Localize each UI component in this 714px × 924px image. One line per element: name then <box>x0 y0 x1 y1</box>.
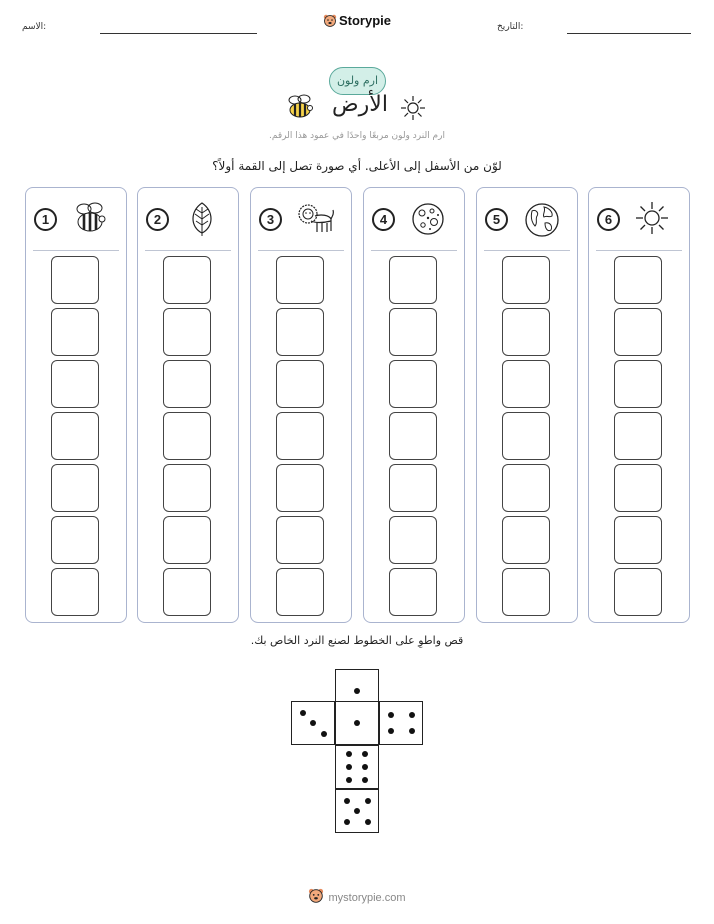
column-3 <box>250 187 352 623</box>
sun-icon <box>400 95 426 125</box>
column-4 <box>363 187 465 623</box>
column-number: 2 <box>146 208 169 231</box>
color-square[interactable] <box>51 360 99 408</box>
die-pip <box>409 712 415 718</box>
lion-icon <box>297 201 335 241</box>
name-label: الاسم: <box>22 22 47 32</box>
color-square[interactable] <box>614 256 662 304</box>
die-pip <box>310 720 316 726</box>
page-title: الأرض <box>332 92 388 117</box>
color-square[interactable] <box>614 308 662 356</box>
column-divider <box>484 250 570 251</box>
brand-name: Storypie <box>338 13 391 28</box>
color-square[interactable] <box>502 516 550 564</box>
color-square[interactable] <box>163 516 211 564</box>
color-square[interactable] <box>276 256 324 304</box>
leaf-icon <box>184 201 220 241</box>
color-square[interactable] <box>614 464 662 512</box>
die-face-three <box>291 701 335 745</box>
bee-icon <box>72 201 108 241</box>
color-square[interactable] <box>276 568 324 616</box>
column-header <box>364 188 464 250</box>
die-pip <box>344 798 350 804</box>
title-row <box>0 92 714 126</box>
storypie-bear-icon <box>308 888 324 904</box>
column-6 <box>588 187 690 623</box>
color-square[interactable] <box>502 412 550 460</box>
color-square[interactable] <box>502 256 550 304</box>
die-pip <box>362 751 368 757</box>
die-pip <box>354 808 360 814</box>
activity-badge: ارم ولون <box>329 67 386 95</box>
column-number: 1 <box>34 208 57 231</box>
color-square[interactable] <box>51 568 99 616</box>
color-square[interactable] <box>389 256 437 304</box>
subtitle: ارم النرد ولون مربعًا واحدًا في عمود هذا الرقم. <box>269 131 445 141</box>
color-square[interactable] <box>51 412 99 460</box>
die-pip <box>388 728 394 734</box>
column-header <box>589 188 689 250</box>
color-square[interactable] <box>614 568 662 616</box>
die-pip <box>362 764 368 770</box>
column-divider <box>258 250 344 251</box>
die-face-center <box>335 701 379 745</box>
cut-fold-instruction: قص واطوِ على الخطوط لصنع النرد الخاص بك. <box>250 634 464 647</box>
color-square[interactable] <box>163 256 211 304</box>
column-divider <box>371 250 457 251</box>
date-line[interactable] <box>567 33 691 34</box>
sun-icon <box>635 201 669 239</box>
die-pip <box>344 819 350 825</box>
color-square[interactable] <box>389 412 437 460</box>
name-line[interactable] <box>100 33 257 34</box>
column-number: 4 <box>372 208 395 231</box>
die-pip <box>321 731 327 737</box>
die-pip <box>346 751 352 757</box>
die-pip <box>354 688 360 694</box>
color-square[interactable] <box>163 464 211 512</box>
color-square[interactable] <box>163 360 211 408</box>
color-square[interactable] <box>51 308 99 356</box>
die-pip <box>354 720 360 726</box>
color-square[interactable] <box>502 308 550 356</box>
column-number: 5 <box>485 208 508 231</box>
color-square[interactable] <box>389 516 437 564</box>
question: لوّن من الأسفل إلى الأعلى. أي صورة تصل إلى القمة أولاً؟ <box>212 159 502 173</box>
color-square[interactable] <box>502 360 550 408</box>
color-square[interactable] <box>51 516 99 564</box>
column-header <box>26 188 126 250</box>
color-square[interactable] <box>163 412 211 460</box>
brand-logo <box>0 13 714 28</box>
die-face-six <box>335 745 379 789</box>
column-number: 3 <box>259 208 282 231</box>
column-divider <box>596 250 682 251</box>
column-header <box>138 188 238 250</box>
die-face-five <box>335 789 379 833</box>
color-square[interactable] <box>614 516 662 564</box>
earth-icon <box>523 201 561 243</box>
column-header <box>251 188 351 250</box>
storypie-bear-icon <box>323 14 337 28</box>
column-header <box>477 188 577 250</box>
column-number: 6 <box>597 208 620 231</box>
color-square[interactable] <box>389 308 437 356</box>
column-5 <box>476 187 578 623</box>
column-divider <box>145 250 231 251</box>
color-square[interactable] <box>276 360 324 408</box>
bee-icon <box>285 94 315 126</box>
color-square[interactable] <box>389 360 437 408</box>
color-square[interactable] <box>276 516 324 564</box>
die-pip <box>346 777 352 783</box>
date-label: التاريخ: <box>497 22 524 32</box>
color-square[interactable] <box>163 568 211 616</box>
die-pip <box>409 728 415 734</box>
die-pip <box>365 798 371 804</box>
moon-icon <box>410 201 446 241</box>
die-pip <box>388 712 394 718</box>
color-square[interactable] <box>389 568 437 616</box>
die-face-four <box>379 701 423 745</box>
color-square[interactable] <box>163 308 211 356</box>
column-2 <box>137 187 239 623</box>
color-square[interactable] <box>51 464 99 512</box>
color-square[interactable] <box>276 464 324 512</box>
color-square[interactable] <box>502 568 550 616</box>
color-square[interactable] <box>276 308 324 356</box>
color-square[interactable] <box>502 464 550 512</box>
color-square[interactable] <box>51 256 99 304</box>
color-square[interactable] <box>614 360 662 408</box>
column-1 <box>25 187 127 623</box>
color-square[interactable] <box>389 464 437 512</box>
color-square[interactable] <box>276 412 324 460</box>
die-pip <box>300 710 306 716</box>
footer <box>0 888 714 904</box>
color-square[interactable] <box>614 412 662 460</box>
die-pip <box>346 764 352 770</box>
die-pip <box>365 819 371 825</box>
die-pip <box>362 777 368 783</box>
column-divider <box>33 250 119 251</box>
footer-url[interactable]: mystorypie.com <box>328 892 406 904</box>
